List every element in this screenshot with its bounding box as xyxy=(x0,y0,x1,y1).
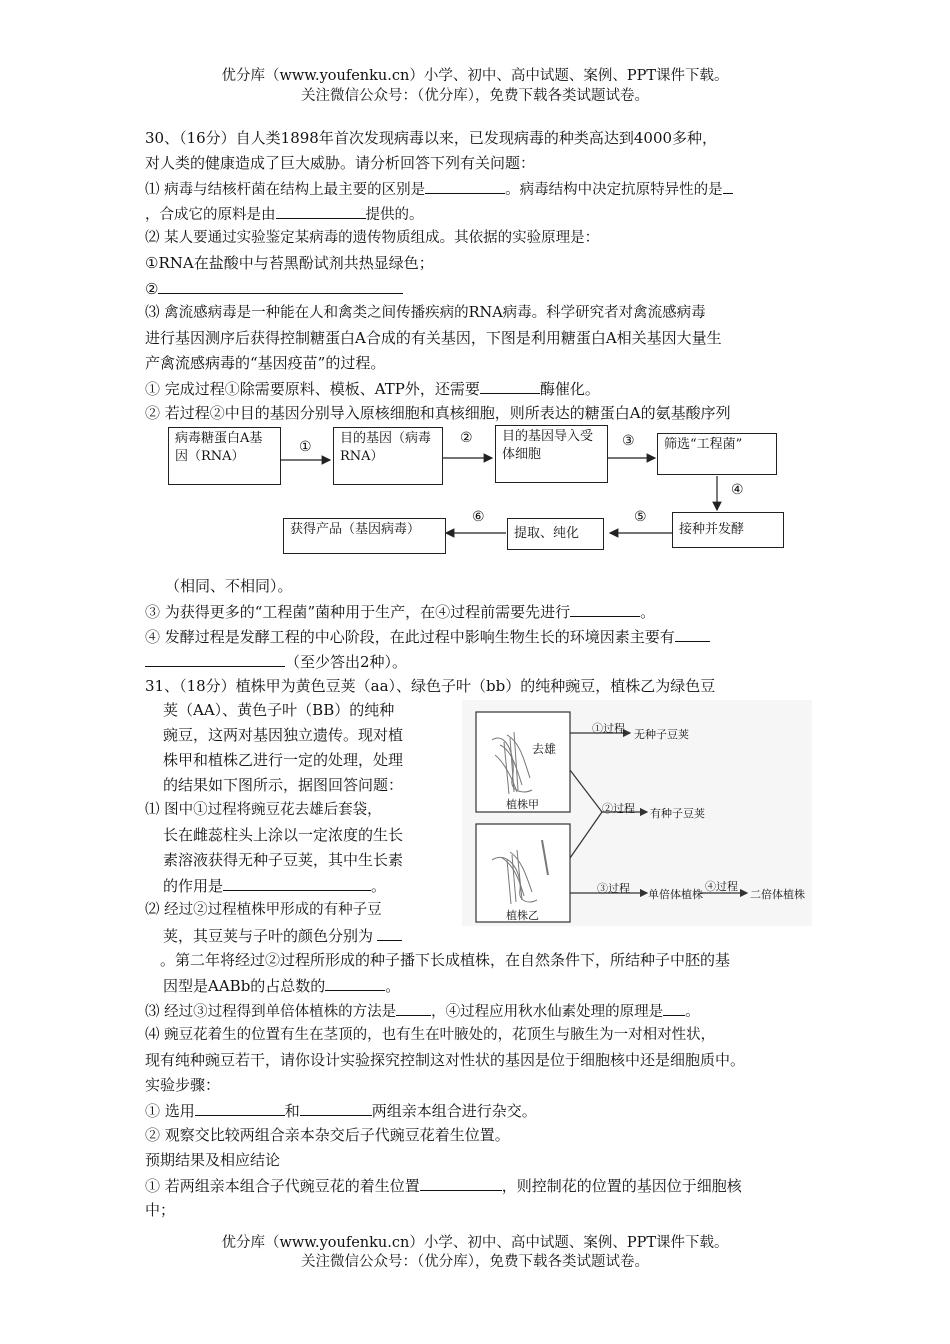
q30-line-11 xyxy=(145,378,600,399)
q30-l11b: 酶催化。 xyxy=(539,380,600,398)
emasculation-label: 去雄 xyxy=(532,742,557,756)
q31-l13b: 。 xyxy=(385,977,401,995)
q31-l14b: ，④过程应用秋水仙素处理的原理是 xyxy=(431,1004,664,1020)
flow-box-7: 获得产品（基因病毒） xyxy=(283,518,446,554)
q31-l14c: 。 xyxy=(685,1004,700,1020)
q31-line-12: 。第二年将经过②过程所形成的种子播下长成植株，在自然条件下，所结种子中胚的基 xyxy=(160,951,731,969)
result-2-label: 有种子豆荚 xyxy=(650,807,705,820)
q30-line-3 xyxy=(145,178,733,200)
flow-box-3: 目的基因导入受体细胞 xyxy=(495,425,608,483)
q30-l16: （至少答出2种）。 xyxy=(285,653,408,671)
answer-blank[interactable] xyxy=(223,875,371,891)
answer-blank[interactable] xyxy=(723,178,733,194)
flow-box-6: 提取、纯化 xyxy=(507,518,604,550)
q31-l21a: ① 若两组亲本组合子代豌豆花的着生位置 xyxy=(145,1177,420,1195)
footer-line-1: 优分库（www.youfenku.cn）小学、初中、高中试题、案例、PPT课件下载。 xyxy=(221,1235,729,1251)
q31-l11: 荚，其豆荚与子叶的颜色分别为 xyxy=(163,927,374,945)
q30-l11a: ① 完成过程①除需要原料、模板、ATP外，还需要 xyxy=(145,380,480,398)
q31-line-19: ② 观察交比较两组合亲本杂交后子代豌豆花着生位置。 xyxy=(145,1126,510,1144)
q31-l9a: 的作用是 xyxy=(163,877,224,895)
answer-blank[interactable] xyxy=(663,1000,685,1016)
q30-l3b: 。病毒结构中决定抗原特异性的是 xyxy=(505,182,723,198)
answer-blank[interactable] xyxy=(325,975,385,991)
q31-l13a: 因型是AABb的占总数的 xyxy=(163,977,326,995)
q31-line-2: 荚（AA）、黄色子叶（BB）的纯种 xyxy=(163,701,395,719)
q31-line-6: ⑴ 图中①过程将豌豆花去雄后套袋， xyxy=(145,802,382,818)
answer-blank[interactable] xyxy=(145,651,285,667)
q31-line-9 xyxy=(163,875,386,896)
plant-figure xyxy=(462,700,812,926)
q31-l18b: 和 xyxy=(284,1102,300,1120)
step-label-5: ⑤ xyxy=(634,509,647,525)
q30-l3a: ⑴ 病毒与结核杆菌在结构上最主要的区别是 xyxy=(145,182,426,198)
q31-line-10: ⑵ 经过②过程植株甲形成的有种子豆 xyxy=(145,902,382,918)
footer-line-2: 关注微信公众号：（优分库），免费下载各类试题试卷。 xyxy=(301,1254,649,1270)
q31-line-16: 现有纯种豌豆若干，请你设计实验探究控制这对性状的基因是位于细胞核中还是细胞质中。 xyxy=(145,1051,746,1069)
q30-line-10: 产禽流感病毒的“基因疫苗”的过程。 xyxy=(145,354,386,372)
answer-blank[interactable] xyxy=(396,1000,431,1016)
result-1-label: 无种子豆荚 xyxy=(634,728,689,741)
result-3-label: 单倍体植株 xyxy=(648,888,703,901)
q30-l4a: ，合成它的原料是由 xyxy=(145,207,276,223)
step-label-1: ① xyxy=(299,439,312,455)
answer-blank[interactable] xyxy=(195,1100,285,1116)
flow-box-2: 目的基因（病毒RNA） xyxy=(333,427,443,485)
process-1-label: ①过程 xyxy=(592,722,625,735)
q31-line-5: 的结果如下图所示，据图回答问题： xyxy=(163,776,404,794)
answer-blank[interactable] xyxy=(377,925,402,941)
q30-l4b: 提供的。 xyxy=(365,207,424,223)
q30-line-12: ② 若过程②中目的基因分别导入原核细胞和真核细胞，则所表达的糖蛋白A的氨基酸序列 xyxy=(145,404,731,422)
process-4-label: ④过程 xyxy=(705,880,738,893)
step-label-2: ② xyxy=(460,430,473,446)
q30-line-6: ①RNA在盐酸中与苔黑酚试剂共热显绿色； xyxy=(145,254,434,272)
q31-line-8: 素溶液获得无种子豆荚，其中生长素 xyxy=(163,851,404,869)
q31-l9b: 。 xyxy=(371,877,387,895)
step-label-4: ④ xyxy=(731,482,744,498)
q30-line-13: （相同、不相同）。 xyxy=(165,577,293,595)
q30-l7: ② xyxy=(145,280,159,298)
q31-l21b: ，则控制花的位置的基因位于细胞核 xyxy=(501,1177,742,1195)
q30-line-5: ⑵ 某人要通过实验鉴定某病毒的遗传物质组成。其依据的实验原理是： xyxy=(145,230,600,246)
flow-box-4: 筛选“工程菌” xyxy=(657,433,777,475)
q30-line-14 xyxy=(145,601,655,622)
q30-line-8: ⑶ 禽流感病毒是一种能在人和禽类之间传播疾病的RNA病毒。科学研究者对禽流感病毒 xyxy=(145,305,706,321)
answer-blank[interactable] xyxy=(675,626,710,642)
answer-blank[interactable] xyxy=(425,178,505,194)
answer-blank[interactable] xyxy=(300,1100,372,1116)
answer-blank[interactable] xyxy=(420,1175,502,1191)
step-label-6: ⑥ xyxy=(472,509,485,525)
q31-l18c: 两组亲本组合进行杂交。 xyxy=(371,1102,537,1120)
header-line-1: 优分库（www.youfenku.cn）小学、初中、高中试题、案例、PPT课件下载。 xyxy=(221,68,729,84)
step-label-3: ③ xyxy=(622,433,635,449)
q31-line-22: 中； xyxy=(145,1201,176,1219)
q30-l14a: ③ 为获得更多的“工程菌”菌种用于生产，在④过程前需要先进行 xyxy=(145,603,571,621)
q31-line-1: 31、（18分）植株甲为黄色豆荚（aa）、绿色子叶（bb）的纯种豌豆，植株乙为绿色豆 xyxy=(145,677,716,695)
header-line-2: 关注微信公众号：（优分库），免费下载各类试题试卷。 xyxy=(301,88,649,104)
q30-line-4 xyxy=(145,203,424,225)
plant-a-label: 植株甲 xyxy=(506,798,539,811)
q31-l14a: ⑶ 经过③过程得到单倍体植株的方法是 xyxy=(145,1004,397,1020)
q31-line-11 xyxy=(163,925,402,946)
q30-line-16 xyxy=(145,651,407,672)
flow-box-1: 病毒糖蛋白A基因（RNA） xyxy=(168,427,281,485)
process-arrow xyxy=(570,770,602,812)
q31-l18a: ① 选用 xyxy=(145,1102,195,1120)
q30-line-2: 对人类的健康造成了巨大威胁。请分析回答下列有关问题： xyxy=(145,154,536,172)
q31-line-21 xyxy=(145,1175,742,1196)
q31-line-7: 长在雌蕊柱头上涂以一定浓度的生长 xyxy=(163,826,404,844)
answer-blank[interactable] xyxy=(480,378,540,394)
q31-line-13 xyxy=(163,975,400,996)
answer-blank[interactable] xyxy=(570,601,640,617)
answer-blank[interactable] xyxy=(276,203,366,219)
answer-blank[interactable] xyxy=(158,278,403,294)
q30-line-1: 30、（16分）自人类1898年首次发现病毒以来，已发现病毒的种类高达到4000多种， xyxy=(145,129,718,147)
result-4-label: 二倍体植株 xyxy=(750,888,805,901)
q30-l15: ④ 发酵过程是发酵工程的中心阶段，在此过程中影响生物生长的环境因素主要有 xyxy=(145,628,675,646)
process-arrow xyxy=(570,812,602,858)
q31-line-18 xyxy=(145,1100,537,1121)
plant-b-label: 植株乙 xyxy=(506,909,539,922)
q30-line-9: 进行基因测序后获得控制糖蛋白A合成的有关基因，下图是利用糖蛋白A相关基因大量生 xyxy=(145,329,722,347)
q30-line-15 xyxy=(145,626,710,647)
q31-line-20: 预期结果及相应结论 xyxy=(145,1151,281,1169)
q31-line-15: ⑷ 豌豆花着生的位置有生在茎顶的，也有生在叶腋处的，花顶生与腋生为一对相对性状， xyxy=(145,1027,716,1043)
q30-l14b: 。 xyxy=(640,603,656,621)
q31-line-17: 实验步骤： xyxy=(145,1076,221,1094)
q31-line-14 xyxy=(145,1000,700,1022)
q30-line-7 xyxy=(145,278,403,299)
q31-line-3: 豌豆，这两对基因独立遗传。现对植 xyxy=(163,726,404,744)
flow-box-5: 接种并发酵 xyxy=(672,512,784,548)
q31-line-4: 株甲和植株乙进行一定的处理，处理 xyxy=(163,751,404,769)
process-3-label: ③过程 xyxy=(597,882,630,895)
process-2-label: ②过程 xyxy=(602,802,635,815)
